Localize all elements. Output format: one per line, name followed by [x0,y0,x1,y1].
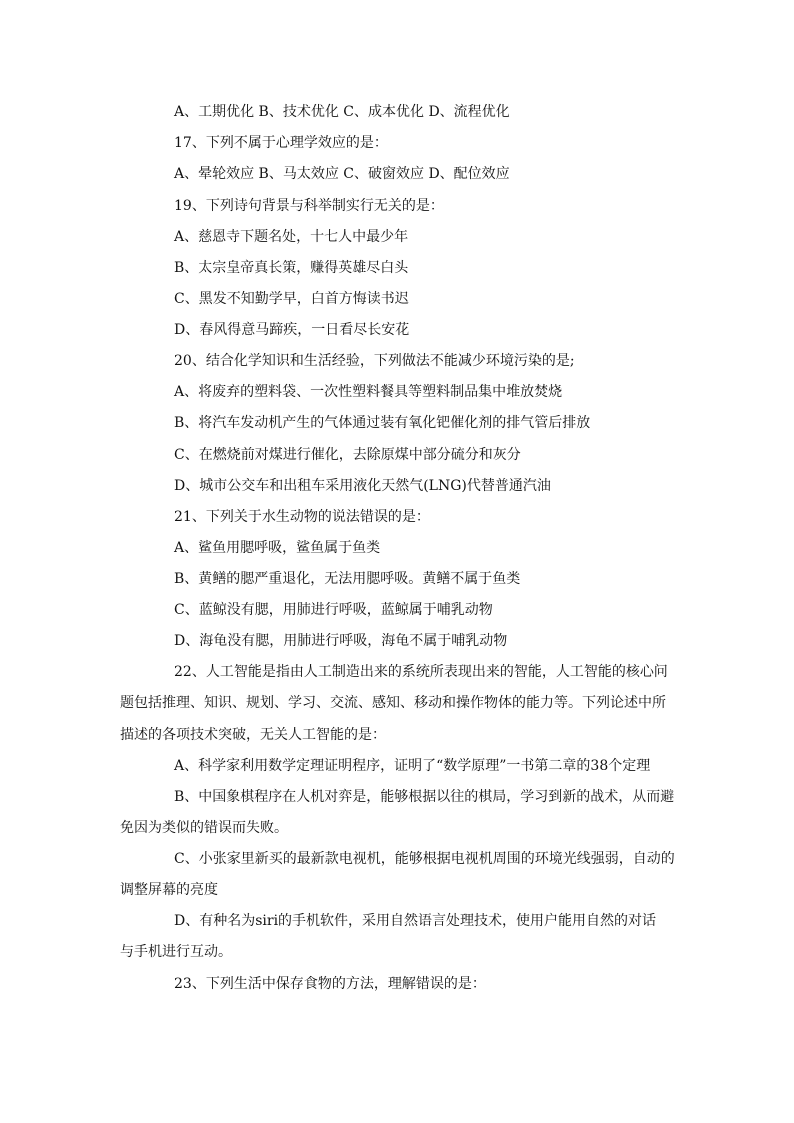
q22-option-b-line-1: B、中国象棋程序在人机对弈是，能够根据以往的棋局，学习到新的战术，从而避 [174,789,675,805]
question-20: 20、结合化学知识和生活经验，下列做法不能减少环境污染的是; [174,353,575,369]
q22-option-c-line-2: 调整屏幕的亮度 [120,882,218,898]
q19-option-b: B、太宗皇帝真长策，赚得英雄尽白头 [174,260,409,276]
q19-option-a: A、慈恩寺下题名处，十七人中最少年 [174,229,409,245]
q19-option-d: D、春风得意马蹄疾，一日看尽长安花 [174,322,410,338]
question-22-line-3: 描述的各项技术突破，无关人工智能的是： [120,727,386,743]
question-19: 19、下列诗句背景与科举制实行无关的是： [174,198,444,214]
q22-option-d-line-2: 与手机进行互动。 [120,944,232,960]
q22-option-d-line-1: D、有种名为siri的手机软件，采用自然语言处理技术，使用户能用自然的对话 [174,913,657,929]
q20-option-c: C、在燃烧前对煤进行催化，去除原煤中部分硫分和灰分 [174,447,521,463]
q21-option-d: D、海龟没有腮，用肺进行呼吸，海龟不属于哺乳动物 [174,633,508,649]
q20-option-a: A、将废弃的塑料袋、一次性塑料餐具等塑料制品集中堆放焚烧 [174,384,563,400]
q21-option-b: B、黄鳝的腮严重退化，无法用腮呼吸。黄鳝不属于鱼类 [174,571,521,587]
question-17: 17、下列不属于心理学效应的是： [174,135,388,151]
option-line-16: A、工期优化 B、技术优化 C、成本优化 D、流程优化 [174,104,510,120]
q21-option-c: C、蓝鲸没有腮，用肺进行呼吸，蓝鲸属于哺乳动物 [174,602,493,618]
question-22-line-1: 22、人工智能是指由人工制造出来的系统所表现出来的智能，人工智能的核心问 [174,664,668,680]
question-21: 21、下列关于水生动物的说法错误的是： [174,509,430,525]
question-23: 23、下列生活中保存食物的方法，理解错误的是： [174,976,486,992]
q21-option-a: A、鲨鱼用腮呼吸，鲨鱼属于鱼类 [174,540,381,556]
option-line-17: A、晕轮效应 B、马太效应 C、破窗效应 D、配位效应 [174,166,510,182]
q22-option-a: A、科学家利用数学定理证明程序，证明了“数学原理”一书第二章的38个定理 [174,758,651,774]
q22-option-b-line-2: 免因为类似的错误而失败。 [120,820,288,836]
q22-option-c-line-1: C、小张家里新买的最新款电视机，能够根据电视机周围的环境光线强弱，自动的 [174,851,675,867]
q19-option-c: C、黑发不知勤学早，白首方悔读书迟 [174,291,409,307]
question-22-line-2: 题包括推理、知识、规划、学习、交流、感知、移动和操作物体的能力等。下列论述中所 [120,695,666,711]
q20-option-d: D、城市公交车和出租车采用液化天然气(LNG)代替普通汽油 [174,478,551,494]
q20-option-b: B、将汽车发动机产生的气体通过装有氧化钯催化剂的排气管后排放 [174,415,591,431]
